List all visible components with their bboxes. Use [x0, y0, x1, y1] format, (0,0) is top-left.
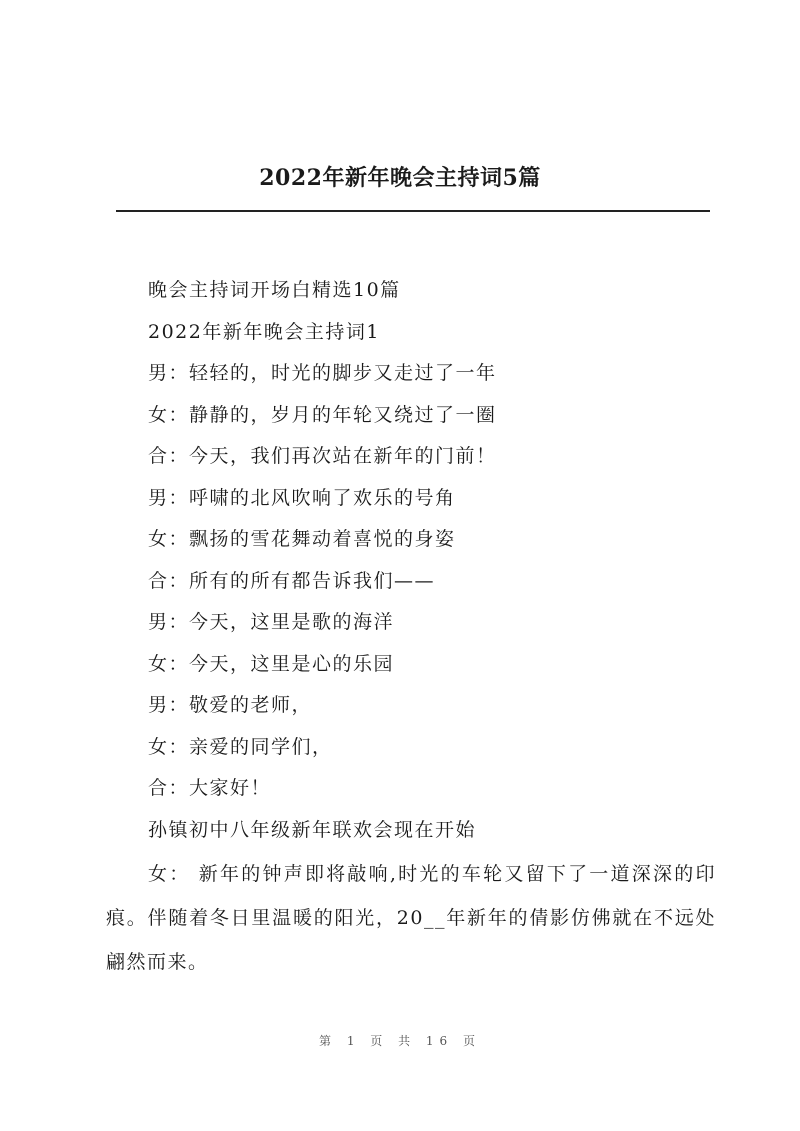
page-footer: 第 1 页 共 16 页	[319, 1034, 481, 1048]
text-line: 男：轻轻的，时光的脚步又走过了一年	[148, 362, 497, 384]
text-line: 合：所有的所有都告诉我们——	[148, 569, 436, 592]
text-line: 晚会主持词开场白精选10篇	[148, 279, 401, 301]
text-line: 女：静静的，岁月的年轮又绕过了一圈	[148, 403, 497, 426]
text-line: 女：亲爱的同学们，	[148, 735, 333, 758]
text-line: 女：飘扬的雪花舞动着喜悦的身姿	[148, 528, 456, 550]
title-underline	[116, 210, 710, 212]
page-title: 2022年新年晚会主持词5篇	[259, 165, 541, 191]
body-paragraph: 女： 新年的钟声即将敲响,时光的车轮又留下了一道深深的印痕。伴随着冬日里温暖的阳光，20__年新年的倩影仿佛就在不远处翩然而来。	[106, 863, 716, 973]
text-line: 男：呼啸的北风吹响了欢乐的号角	[148, 486, 456, 509]
text-line: 合：大家好！	[148, 777, 272, 799]
text-line: 男：今天，这里是歌的海洋	[148, 611, 395, 633]
text-line: 孙镇初中八年级新年联欢会现在开始	[148, 818, 477, 841]
script-lines	[148, 270, 728, 851]
text-line: 女：今天，这里是心的乐园	[148, 652, 395, 675]
text-line: 2022年新年晚会主持词1	[148, 320, 380, 343]
text-line: 男：敬爱的老师，	[148, 694, 313, 716]
text-line: 合：今天，我们再次站在新年的门前！	[148, 445, 497, 467]
